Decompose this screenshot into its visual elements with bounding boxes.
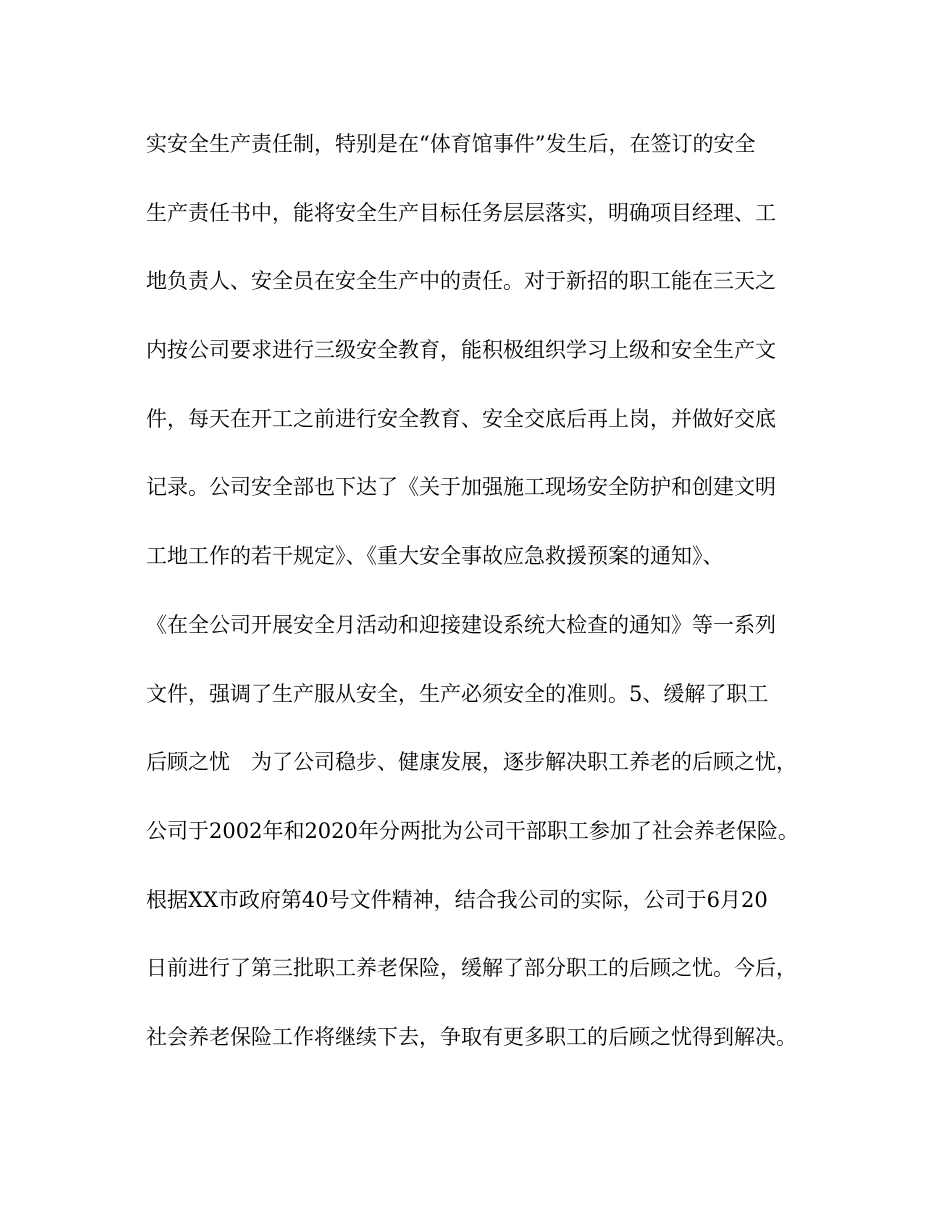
text-line-3: 地负责人、安全员在安全生产中的责任。对于新招的职工能在三天之 (146, 269, 776, 294)
text-line-4: 内按公司要求进行三级安全教育，能积极组织学习上级和安全生产文 (146, 338, 776, 363)
text-line-11: 公司于2002年和2020年分两批为公司干部职工参加了社会养老保险。 (146, 818, 799, 843)
text-line-9: 文件，强调了生产服从安全，生产必须安全的准则。5、缓解了职工 (146, 681, 769, 706)
text-line-1: 实安全生产责任制，特别是在“体育馆事件”发生后，在签订的安全 (146, 132, 756, 156)
text-line-8: 《在全公司开展安全月活动和迎接建设系统大检查的通知》等一系列 (146, 612, 776, 637)
text-line-2: 生产责任书中，能将安全生产目标任务层层落实，明确项目经理、工 (146, 200, 776, 225)
text-line-12: 根据XX市政府第40号文件精神，结合我公司的实际，公司于6月20 (146, 887, 768, 912)
text-line-7: 工地工作的若干规定》、《重大安全事故应急救援预案的通知》、 (146, 544, 724, 569)
text-line-6: 记录。公司安全部也下达了《关于加强施工现场安全防护和创建文明 (146, 475, 776, 500)
body-text (146, 124, 826, 1086)
text-line-13: 日前进行了第三批职工养老保险，缓解了部分职工的后顾之忧。今后， (146, 956, 797, 981)
text-line-14: 社会养老保险工作将继续下去，争取有更多职工的后顾之忧得到解决。 (146, 1024, 797, 1049)
text-line-10: 后顾之忧 为了公司稳步、健康发展，逐步解决职工养老的后顾之忧， (146, 750, 797, 775)
text-line-5: 件，每天在开工之前进行安全教育、安全交底后再上岗，并做好交底 (146, 406, 776, 431)
